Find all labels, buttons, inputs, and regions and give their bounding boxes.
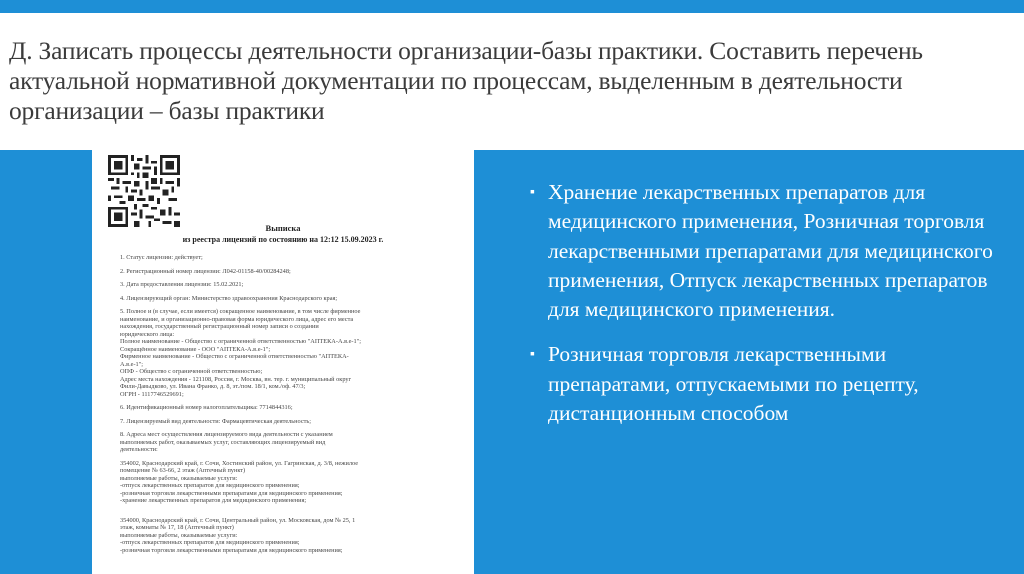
bullet-text: Хранение лекарственных препаратов для медицинского применения, Розничная торговля лекарственными препаратами для медицинского применения, Отпуск лекарственных препаратов для медицинского применения.: [548, 180, 993, 322]
document-line: А.в.е-1";: [120, 360, 144, 368]
document-line: Фирменное наименование - Общество с ограниченной ответственностью "АПТЕКА-: [120, 353, 349, 360]
document-body: [120, 254, 460, 554]
document-line: 7. Лицензируемый вид деятельности: Фармацевтическая деятельность;: [120, 417, 312, 425]
document-line: деятельности:: [120, 446, 158, 453]
document-line: -хранение лекарственных препаратов для медицинского применения;: [120, 497, 307, 504]
document-line: этаж, комнаты № 17, 18 (Аптечный пункт): [120, 524, 234, 531]
slide-heading: Д. Записать процессы деятельности организации-базы практики. Составить перечень актуальной нормативной документации по процессам, выделенным в деятельности организации – базы практики: [9, 36, 923, 125]
document-line: выполняемых работ, оказываемых услуг, составляющих лицензируемый вид: [120, 438, 326, 446]
bullet-list: [522, 178, 1002, 444]
document-line: ОПФ - Общество с ограниченной ответственностью;: [120, 368, 263, 375]
bullet-item-storage: [522, 178, 1002, 324]
document-line: 1. Статус лицензии: действует;: [120, 254, 203, 261]
bullet-text: Розничная торговля лекарственными препаратами, отпускаемыми по рецепту, дистанционным способом: [548, 342, 919, 426]
document-line: -розничная торговля лекарственными препаратами для медицинского применения;: [120, 489, 343, 497]
document-line: помещение № 63-66, 2 этаж (Аптечный пункт): [120, 467, 246, 474]
document-line: 354002, Краснодарский край, г. Сочи, Хостинский район, ул. Гагринская, д. 3/8, нежилое: [120, 459, 359, 467]
document-subtitle: из реестра лицензий по состоянию на 12:12 15.09.2023 г.: [182, 235, 384, 244]
document-line: 4. Лицензирующий орган: Министерство здравоохранения Краснодарского края;: [120, 294, 338, 302]
document-line: -отпуск лекарственных препаратов для медицинского применения;: [120, 539, 300, 546]
qr-code-icon: [108, 155, 180, 227]
top-accent-bar: [0, 0, 1024, 13]
document-line: -розничная торговля лекарственными препаратами для медицинского применения;: [120, 546, 343, 554]
document-title: Выписка: [265, 223, 301, 233]
document-line: 3. Дата предоставления лицензии: 15.02.2021;: [120, 281, 244, 288]
document-line: выполняемые работы, оказываемые услуги:: [120, 474, 238, 482]
document-line: выполняемые работы, оказываемые услуги:: [120, 531, 238, 539]
document-line: 354000, Краснодарский край, г. Сочи, Центральный район, ул. Московская, дом № 25, 1: [120, 516, 356, 524]
document-line: Полное наименование - Общество с ограниченной ответственностью "АПТЕКА-А.в.е-1";: [120, 338, 361, 345]
document-line: нахождения, государственный регистрационный номер записи о создании: [120, 323, 319, 330]
bullet-icon: ▪: [530, 185, 535, 200]
document-line: 2. Регистрационный номер лицензии: Л042-01158-40/00284248;: [120, 267, 291, 275]
document-line: наименование, и организационно-правовая форма юридического лица, адрес его места: [120, 315, 354, 323]
document-line: -отпуск лекарственных препаратов для медицинского применения;: [120, 482, 300, 489]
license-extract-document: [92, 150, 474, 574]
document-line: юридического лица:: [120, 330, 175, 338]
document-line: Сокращённое наименование - ООО "АПТЕКА-А.в.е-1";: [120, 345, 271, 353]
bullet-item-remote-sale: [522, 340, 1002, 428]
document-line: 6. Идентификационный номер налогоплательщика: 7714844316;: [120, 404, 293, 411]
document-line: 8. Адреса мест осуществления лицензируемого вида деятельности с указанием: [120, 431, 333, 438]
document-line: Адрес места нахождения - 121108, Россия, г. Москва, вн. тер. г. муниципальный округ: [120, 375, 352, 383]
document-line: Фили-Давыдково, ул. Ивана Франко, д. 8, эт./пом. 18/1, ком./оф. 47/3;: [120, 383, 306, 390]
document-line: ОГРН - 1117746529691;: [120, 390, 184, 398]
bullet-icon: ▪: [530, 347, 535, 363]
document-line: 5. Полное и (в случае, если имеется) сокращенное наименование, в том числе фирменное: [120, 308, 361, 315]
